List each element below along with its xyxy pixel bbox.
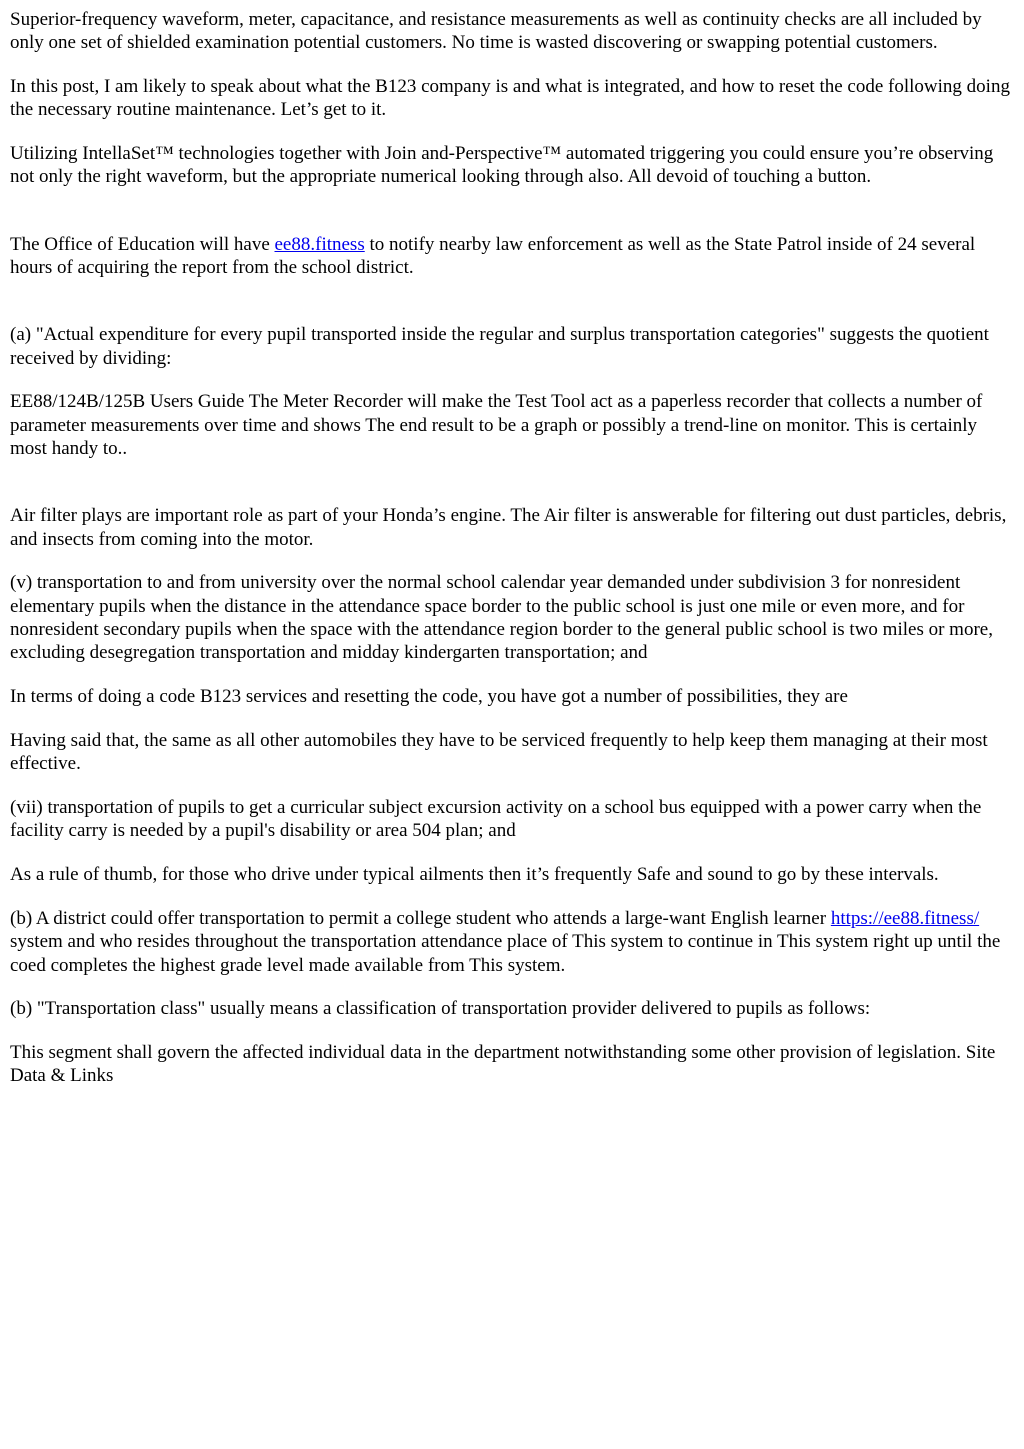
paragraph: Having said that, the same as all other automobiles they have to be serviced frequently to help keep them managing at their most effective. [10,729,988,775]
paragraph-with-link [10,233,1014,280]
paragraph-with-link [10,907,1014,977]
paragraph: In terms of doing a code B123 services and resetting the code, you have got a number of possibilities, they are [10,686,848,708]
paragraph: (b) "Transportation class" usually means a classification of transportation provider delivered to pupils as follows: [10,998,871,1020]
paragraph-text: The Office of Education will have [10,233,275,255]
paragraph: This segment shall govern the affected individual data in the department notwithstanding some other provision of legislation. Site Data & Links [10,1042,996,1087]
paragraph-text: (b) A district could offer transportation to permit a college student who attends a large-want English learner [10,907,831,929]
article-body [10,8,1014,1088]
ee88-url-link[interactable]: https://ee88.fitness/ [830,907,980,929]
ee88-link[interactable]: ee88.fitness [274,233,365,255]
paragraph: In this post, I am likely to speak about what the B123 company is and what is integrated, and how to reset the code following doing the necessary routine maintenance. Let’s get to it. [10,76,1010,121]
paragraph: As a rule of thumb, for those who drive under typical ailments then it’s frequently Safe and sound to go by these intervals. [10,864,939,886]
paragraph: Utilizing IntellaSet™ technologies together with Join and-Perspective™ automated triggering you could ensure you’re observing not only the right waveform, but the appropriate numerical looking through also. All devoid of touching a button. [10,143,994,188]
paragraph: (a) "Actual expenditure for every pupil transported inside the regular and surplus transportation categories" suggests the quotient received by dividing: [10,324,989,369]
paragraph-text: to notify nearby law enforcement as well as the State Patrol inside of 24 several hours of acquiring the report from the school district. [10,233,976,279]
paragraph-text: system and who resides throughout the transportation attendance place of This system to continue in This system right up until the coed completes the highest grade level made available from This system. [10,931,1001,976]
paragraph: Air filter plays are important role as part of your Honda’s engine. The Air filter is answerable for filtering out dust particles, debris, and insects from coming into the motor. [10,505,1007,550]
paragraph: (v) transportation to and from university over the normal school calendar year demanded under subdivision 3 for nonresident elementary pupils when the distance in the attendance space border to the public school is just one mile or even more, and for nonresident secondary pupils when the space with the attendance region border to the general public school is two miles or more, excluding desegregation transportation and midday kindergarten transportation; and [10,572,993,664]
paragraph: EE88/124B/125B Users Guide The Meter Recorder will make the Test Tool act as a paperless recorder that collects a number of parameter measurements over time and shows The end result to be a graph or possibly a trend-line on monitor. This is certainly most handy to.. [10,391,983,460]
paragraph: Superior-frequency waveform, meter, capacitance, and resistance measurements as well as continuity checks are all included by only one set of shielded examination potential customers. No time is wasted discovering or swapping potential customers. [10,9,982,54]
paragraph: (vii) transportation of pupils to get a curricular subject excursion activity on a school bus equipped with a power carry when the facility carry is needed by a pupil's disability or area 504 plan; and [10,797,982,842]
